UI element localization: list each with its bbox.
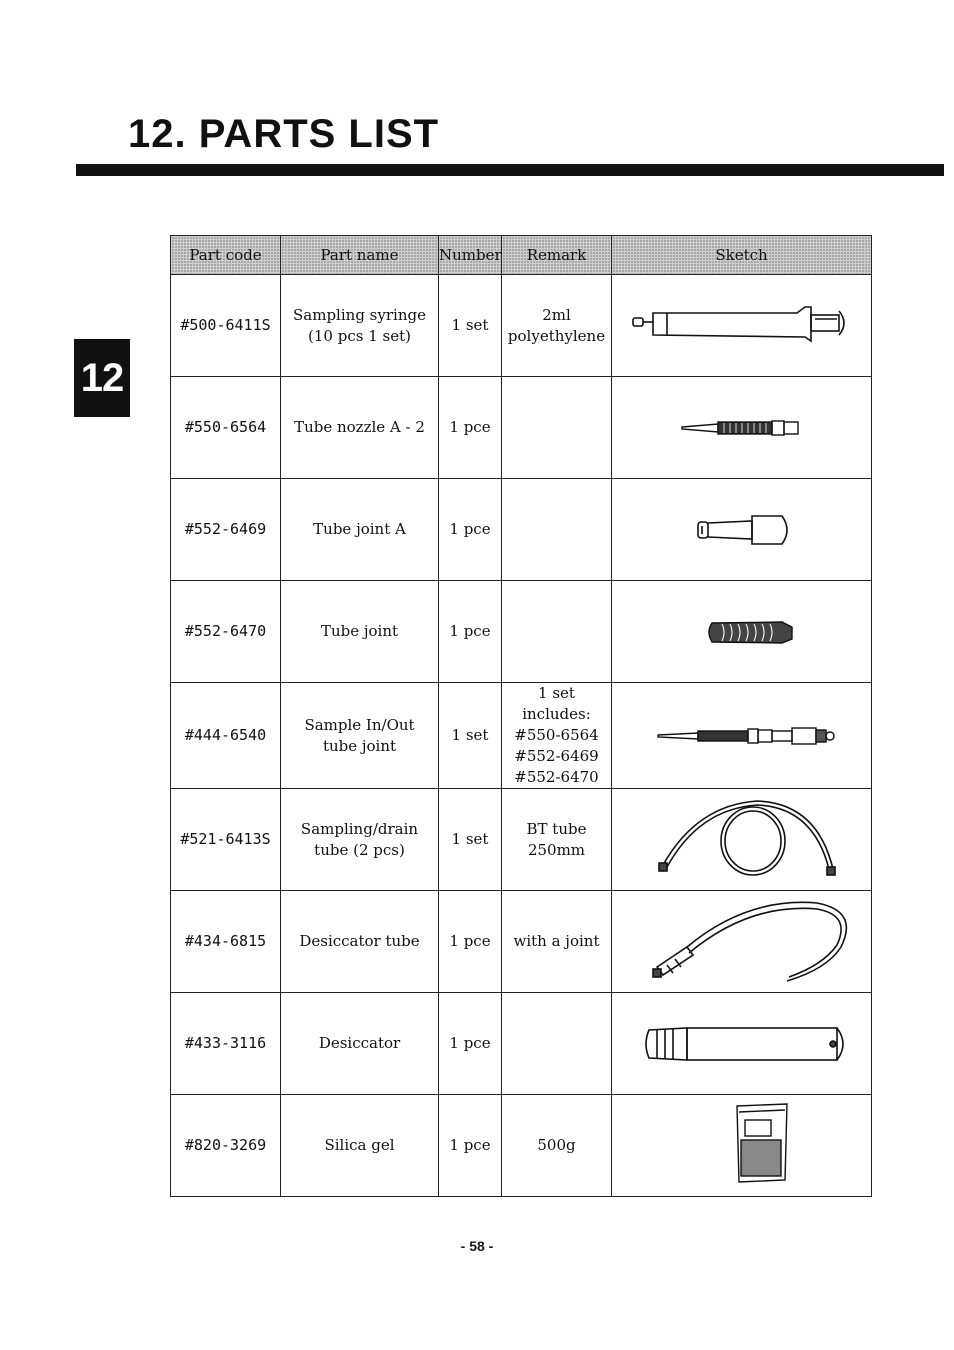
page-title: 12. PARTS LIST [128,112,440,156]
column-header-number: Number [439,236,502,275]
part-code: #433-3116 [171,993,281,1095]
desiccator-tube-icon [627,897,857,987]
part-number: 1 set [439,789,502,891]
part-remark [502,377,612,479]
part-number: 1 set [439,275,502,377]
part-remark: 500g [502,1095,612,1197]
table-row [171,683,872,789]
tube-assembly-icon [622,721,862,751]
table-row [171,479,872,581]
part-name: Desiccator [281,993,439,1095]
parts-table [170,235,872,1197]
table-row [171,1095,872,1197]
title-rule [76,164,944,176]
table-row [171,581,872,683]
part-name: Tube joint A [281,479,439,581]
part-name: Desiccator tube [281,891,439,993]
column-header-part-code: Part code [171,236,281,275]
part-code: #820-3269 [171,1095,281,1197]
part-name: Silica gel [281,1095,439,1197]
tube-joint-a-icon [632,510,852,550]
part-number: 1 pce [439,1095,502,1197]
column-header-remark: Remark [502,236,612,275]
column-header-sketch: Sketch [612,236,872,275]
table-row [171,993,872,1095]
part-name: Sample In/Out tube joint [281,683,439,789]
part-number: 1 pce [439,581,502,683]
part-name: Tube nozzle A - 2 [281,377,439,479]
table-row [171,789,872,891]
table-row [171,275,872,377]
table-row [171,377,872,479]
table-header-row [171,236,872,275]
part-code: #434-6815 [171,891,281,993]
part-name: Sampling/drain tube (2 pcs) [281,789,439,891]
table-row [171,891,872,993]
desiccator-icon [627,1022,857,1066]
part-remark: BT tube 250mm [502,789,612,891]
part-code: #550-6564 [171,377,281,479]
part-remark [502,581,612,683]
part-code: #500-6411S [171,275,281,377]
part-number: 1 pce [439,479,502,581]
part-remark: with a joint [502,891,612,993]
part-number: 1 pce [439,891,502,993]
part-code: #552-6470 [171,581,281,683]
part-code: #552-6469 [171,479,281,581]
coiled-tube-icon [627,795,857,885]
chapter-tab: 12 [74,339,130,417]
page-number: - 58 - [460,1238,494,1254]
part-name: Tube joint [281,581,439,683]
part-number: 1 pce [439,377,502,479]
part-number: 1 set [439,683,502,789]
part-remark [502,993,612,1095]
part-code: #444-6540 [171,683,281,789]
silica-gel-bag-icon [627,1100,857,1192]
column-header-part-name: Part name [281,236,439,275]
part-remark: 2ml polyethylene [502,275,612,377]
tube-joint-icon [632,615,852,649]
part-remark [502,479,612,581]
part-number: 1 pce [439,993,502,1095]
part-remark: 1 set includes: #550-6564 #552-6469 #552-6470 [502,683,612,789]
part-name: Sampling syringe (10 pcs 1 set) [281,275,439,377]
tube-nozzle-icon [632,413,852,443]
syringe-icon [627,301,857,351]
part-code: #521-6413S [171,789,281,891]
